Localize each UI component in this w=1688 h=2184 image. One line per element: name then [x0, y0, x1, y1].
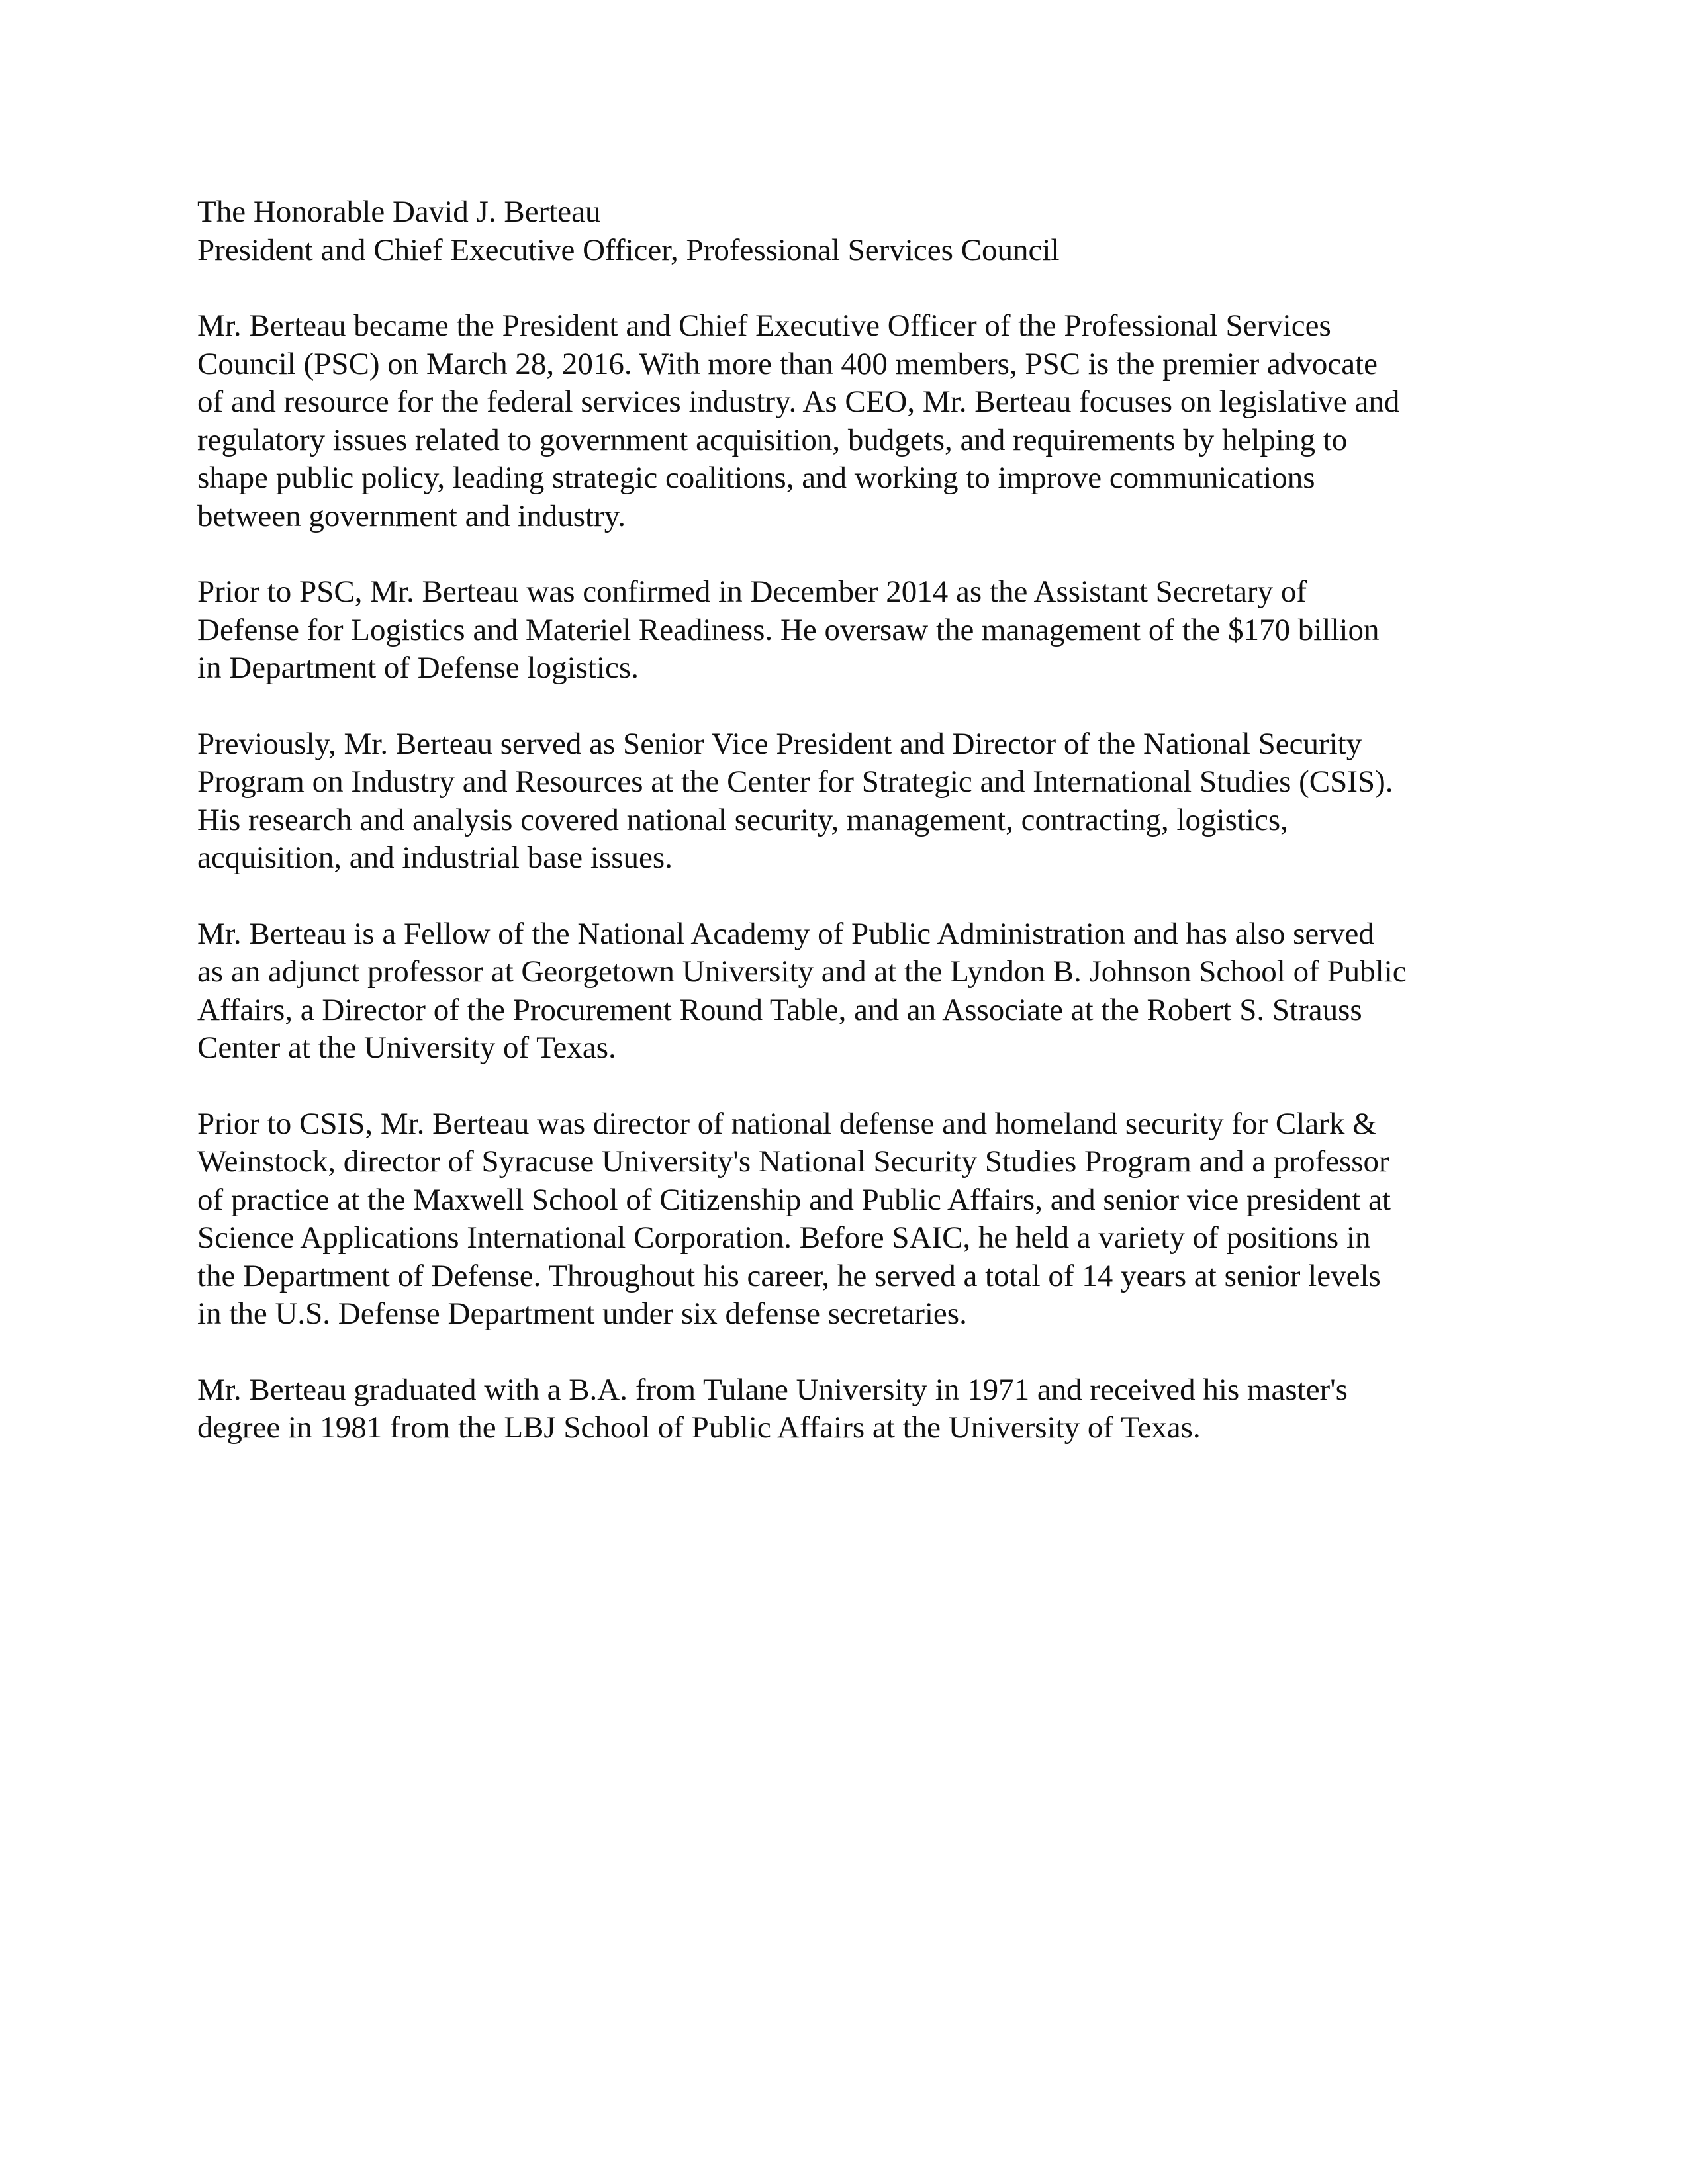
- paragraph-line: Previously, Mr. Berteau served as Senior Vice President and Director of the National Security: [197, 726, 1362, 761]
- bio-paragraph-education: [197, 1371, 1508, 1447]
- paragraph-line: Program on Industry and Resources at the Center for Strategic and International Studies (CSIS).: [197, 764, 1393, 799]
- paragraph-line: regulatory issues related to government acquisition, budgets, and requirements by helping to: [197, 422, 1348, 457]
- paragraph-line: Mr. Berteau is a Fellow of the National Academy of Public Administration and has also served: [197, 916, 1374, 951]
- paragraph-line: as an adjunct professor at Georgetown University and at the Lyndon B. Johnson School of Public: [197, 954, 1407, 989]
- bio-paragraph-psc: [197, 307, 1508, 535]
- paragraph-line: Defense for Logistics and Materiel Readiness. He oversaw the management of the $170 billion: [197, 612, 1380, 647]
- paragraph-line: acquisition, and industrial base issues.: [197, 841, 673, 875]
- paragraph-line: degree in 1981 from the LBJ School of Public Affairs at the University of Texas.: [197, 1410, 1201, 1445]
- paragraph-line: of and resource for the federal services industry. As CEO, Mr. Berteau focuses on legislative and: [197, 385, 1400, 419]
- paragraph-line: Council (PSC) on March 28, 2016. With more than 400 members, PSC is the premier advocate: [197, 346, 1378, 381]
- bio-header: [197, 193, 1508, 269]
- paragraph-line: Center at the University of Texas.: [197, 1030, 616, 1065]
- paragraph-line: the Department of Defense. Throughout his career, he served a total of 14 years at senior levels: [197, 1258, 1381, 1293]
- paragraph-line: Science Applications International Corporation. Before SAIC, he held a variety of positions in: [197, 1220, 1371, 1255]
- paragraph-line: Weinstock, director of Syracuse University's National Security Studies Program and a professor: [197, 1144, 1389, 1179]
- paragraph-line: His research and analysis covered national security, management, contracting, logistics,: [197, 802, 1288, 837]
- paragraph-line: Mr. Berteau graduated with a B.A. from Tulane University in 1971 and received his master's: [197, 1372, 1348, 1407]
- person-name: The Honorable David J. Berteau: [197, 195, 601, 229]
- paragraph-line: shape public policy, leading strategic coalitions, and working to improve communications: [197, 461, 1315, 495]
- paragraph-line: Prior to PSC, Mr. Berteau was confirmed in December 2014 as the Assistant Secretary of: [197, 574, 1307, 609]
- paragraph-line: in the U.S. Defense Department under six defense secretaries.: [197, 1297, 967, 1331]
- paragraph-line: in Department of Defense logistics.: [197, 651, 639, 685]
- paragraph-line: Mr. Berteau became the President and Chief Executive Officer of the Professional Services: [197, 308, 1331, 343]
- paragraph-line: Prior to CSIS, Mr. Berteau was director of national defense and homeland security for Clark &: [197, 1106, 1377, 1141]
- document-page: [197, 193, 1508, 1485]
- bio-paragraph-csis: [197, 725, 1508, 878]
- bio-paragraph-fellow: [197, 915, 1508, 1068]
- bio-paragraph-dod: [197, 573, 1508, 688]
- bio-paragraph-career: [197, 1105, 1508, 1334]
- paragraph-line: Affairs, a Director of the Procurement Round Table, and an Associate at the Robert S. Strauss: [197, 992, 1362, 1027]
- person-title: President and Chief Executive Officer, Professional Services Council: [197, 232, 1060, 267]
- paragraph-line: between government and industry.: [197, 498, 626, 533]
- paragraph-line: of practice at the Maxwell School of Citizenship and Public Affairs, and senior vice president at: [197, 1182, 1391, 1217]
